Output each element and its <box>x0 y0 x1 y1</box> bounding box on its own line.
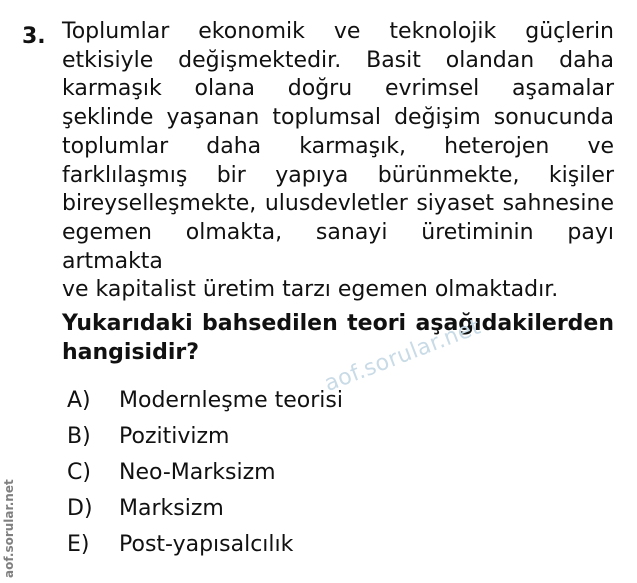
stem-line: ve kapitalist üretim tarzı egemen olmaktadır. <box>62 277 559 303</box>
option-text: Neo-Marksizm <box>119 460 276 485</box>
stem-line: şeklinde yaşanan toplumsal değişim sonucunda <box>62 105 614 131</box>
option-c[interactable] <box>67 460 343 496</box>
stem-line: etkisiyle değişmektedir. Basit olandan daha <box>62 47 614 73</box>
question-stem <box>62 18 614 305</box>
option-letter: C) <box>67 460 91 485</box>
option-letter: A) <box>67 388 91 413</box>
option-letter: D) <box>67 496 93 521</box>
question-number: 3. <box>22 24 46 49</box>
option-a[interactable] <box>67 388 343 424</box>
prompt-line: Yukarıdaki bahsedilen teori aşağıdakilerden <box>62 311 614 336</box>
option-text: Marksizm <box>119 496 224 521</box>
option-b[interactable] <box>67 424 343 460</box>
option-text: Modernleşme teorisi <box>119 388 343 413</box>
prompt-line: hangisidir? <box>62 340 199 365</box>
option-letter: B) <box>67 424 91 449</box>
stem-line: bireyselleşmekte, ulusdevletler siyaset sahnesine <box>62 191 614 217</box>
option-text: Post-yapısalcılık <box>119 532 294 557</box>
option-e[interactable] <box>67 532 343 568</box>
stem-line: farklılaşmış bir yapıya bürünmekte, kişiler <box>62 162 614 188</box>
watermark-side: aof.sorular.net <box>2 479 16 578</box>
option-text: Pozitivizm <box>119 424 230 449</box>
option-d[interactable] <box>67 496 343 532</box>
answer-options <box>67 388 343 568</box>
stem-line: karmaşık olana doğru evrimsel aşamalar <box>62 76 614 102</box>
question-prompt <box>62 309 614 367</box>
watermark-diagonal: aof.sorular.net <box>321 314 485 397</box>
option-letter: E) <box>67 532 90 557</box>
stem-line: Toplumlar ekonomik ve teknolojik güçlerin <box>62 19 614 44</box>
stem-line: egemen olmakta, sanayi üretiminin payı artmakta <box>62 219 614 274</box>
stem-line: toplumlar daha karmaşık, heterojen ve <box>62 133 614 159</box>
